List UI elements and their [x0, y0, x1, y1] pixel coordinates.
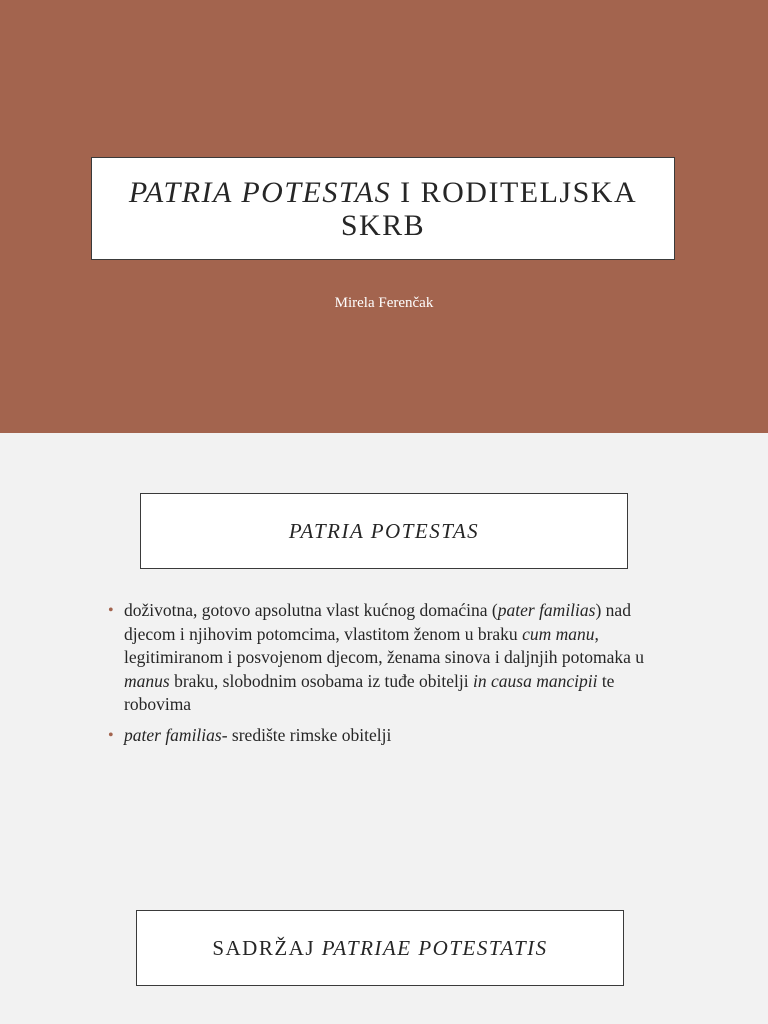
bullet-italic: manus [124, 670, 170, 691]
title-line2: SKRB [340, 208, 426, 242]
bullet-text: , legitimiranom i posvojenom djecom, ženama sinova i daljnjih potomaka u [124, 623, 645, 667]
bullet-text: doživotna, gotovo apsolutna vlast kućnog domaćina ( [124, 600, 498, 620]
slide-title [129, 176, 637, 242]
bullet-italic: in causa mancipii [473, 670, 598, 691]
heading-italic: PATRIAE POTESTATIS [321, 935, 548, 960]
bullet-italic: pater familias [497, 600, 596, 620]
bullet-italic: pater familias [124, 724, 222, 745]
title-italic: PATRIA POTESTAS [128, 175, 392, 209]
author-name: Mirela Ferenčak [334, 295, 434, 311]
bullet-text: ) nad djecom i njihovim potomcima, vlastitom ženom u braku [124, 600, 631, 644]
bullet-item [104, 599, 664, 717]
bullet-text: - središte rimske obitelji [221, 724, 392, 745]
section-heading: PATRIA POTESTAS [140, 493, 628, 569]
content-slide [0, 433, 768, 1024]
title-box [91, 157, 675, 260]
bullet-text: braku, slobodnim osobama iz tuđe obitelji [169, 670, 473, 691]
heading-plain: SADRŽAJ [212, 935, 322, 960]
section-heading-2 [136, 910, 624, 986]
title-slide [0, 0, 768, 433]
bullet-text: te robovima [124, 670, 615, 714]
bullet-item [104, 724, 664, 748]
bullet-italic: cum manu [522, 623, 595, 644]
title-rest: I RODITELJSKA [391, 175, 638, 209]
bullet-list [104, 599, 664, 754]
